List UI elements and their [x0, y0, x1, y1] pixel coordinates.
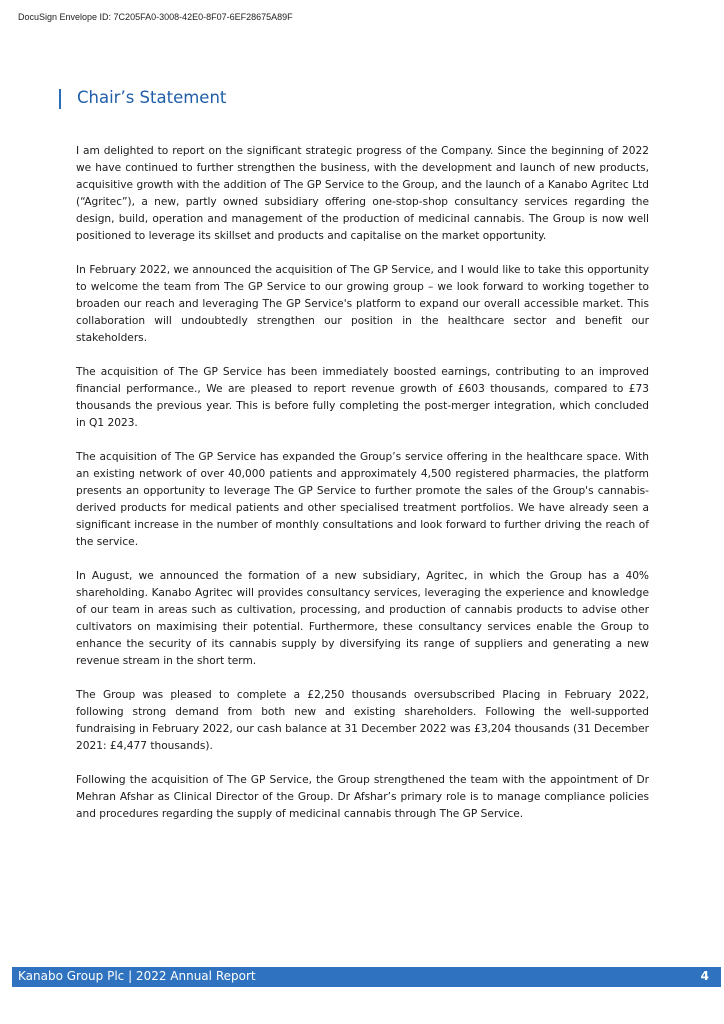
- statement-body: [76, 143, 649, 840]
- paragraph-5: In August, we announced the formation of a new subsidiary, Agritec, in which the Group has a 40% shareholding. Kanabo Agritec will provides consultancy services, leveraging the experience and knowledge of our team in areas such as cultivation, processing, and production of cannabis products to advise other cultivators on maximising their potential. Furthermore, these consultancy services enable the Group to enhance the security of its cannabis supply by diversifying its range of suppliers and generating a new revenue stream in the short term.: [76, 570, 649, 667]
- paragraph-6: The Group was pleased to complete a £2,250 thousands oversubscribed Placing in February 2022, following strong demand from both new and existing shareholders. Following the well-supported fundraising in February 2022, our cash balance at 31 December 2022 was £3,204 thousands (31 December 2021: £4,477 thousands).: [76, 689, 649, 752]
- section-accent-bar: [59, 89, 61, 109]
- footer-bar: [12, 967, 721, 987]
- paragraph-7: Following the acquisition of The GP Service, the Group strengthened the team with the appointment of Dr Mehran Afshar as Clinical Director of the Group. Dr Afshar’s primary role is to manage compliance policies and procedures regarding the supply of medicinal cannabis through The GP Service.: [76, 774, 649, 820]
- page-title: Chair’s Statement: [77, 88, 227, 107]
- paragraph-4: The acquisition of The GP Service has expanded the Group’s service offering in the healthcare space. With an existing network of over 40,000 patients and approximately 4,500 registered pharmacies, the platform presents an opportunity to leverage The GP Service to further promote the sales of the Group's cannabis-derived products for medical patients and other specialised treatment portfolios. We have already seen a significant increase in the number of monthly consultations and look forward to further driving the reach of the service.: [76, 451, 649, 548]
- docusign-envelope-id: DocuSign Envelope ID: 7C205FA0-3008-42E0-8F07-6EF28675A89F: [18, 12, 293, 22]
- paragraph-1: I am delighted to report on the significant strategic progress of the Company. Since the beginning of 2022 we have continued to further strengthen the business, with the development and launch of new products, acquisitive growth with the addition of The GP Service to the Group, and the launch of a Kanabo Agritec Ltd (“Agritec”), a new, partly owned subsidiary offering one-stop-shop consultancy services regarding the design, build, operation and management of the production of medicinal cannabis. The Group is now well positioned to leverage its skillset and products and capitalise on the market opportunity.: [76, 145, 649, 242]
- paragraph-2: In February 2022, we announced the acquisition of The GP Service, and I would like to take this opportunity to welcome the team from The GP Service to our growing group – we look forward to working together to broaden our reach and leveraging The GP Service's platform to expand our overall accessible market. This collaboration will undoubtedly strengthen our position in the healthcare sector and benefit our stakeholders.: [76, 264, 649, 344]
- page-number: 4: [700, 969, 709, 983]
- paragraph-3: The acquisition of The GP Service has been immediately boosted earnings, contributing to an improved financial performance., We are pleased to report revenue growth of £603 thousands, compared to £73 thousands the previous year. This is before fully completing the post-merger integration, which concluded in Q1 2023.: [76, 366, 649, 429]
- footer-report-title: Kanabo Group Plc | 2022 Annual Report: [18, 969, 256, 983]
